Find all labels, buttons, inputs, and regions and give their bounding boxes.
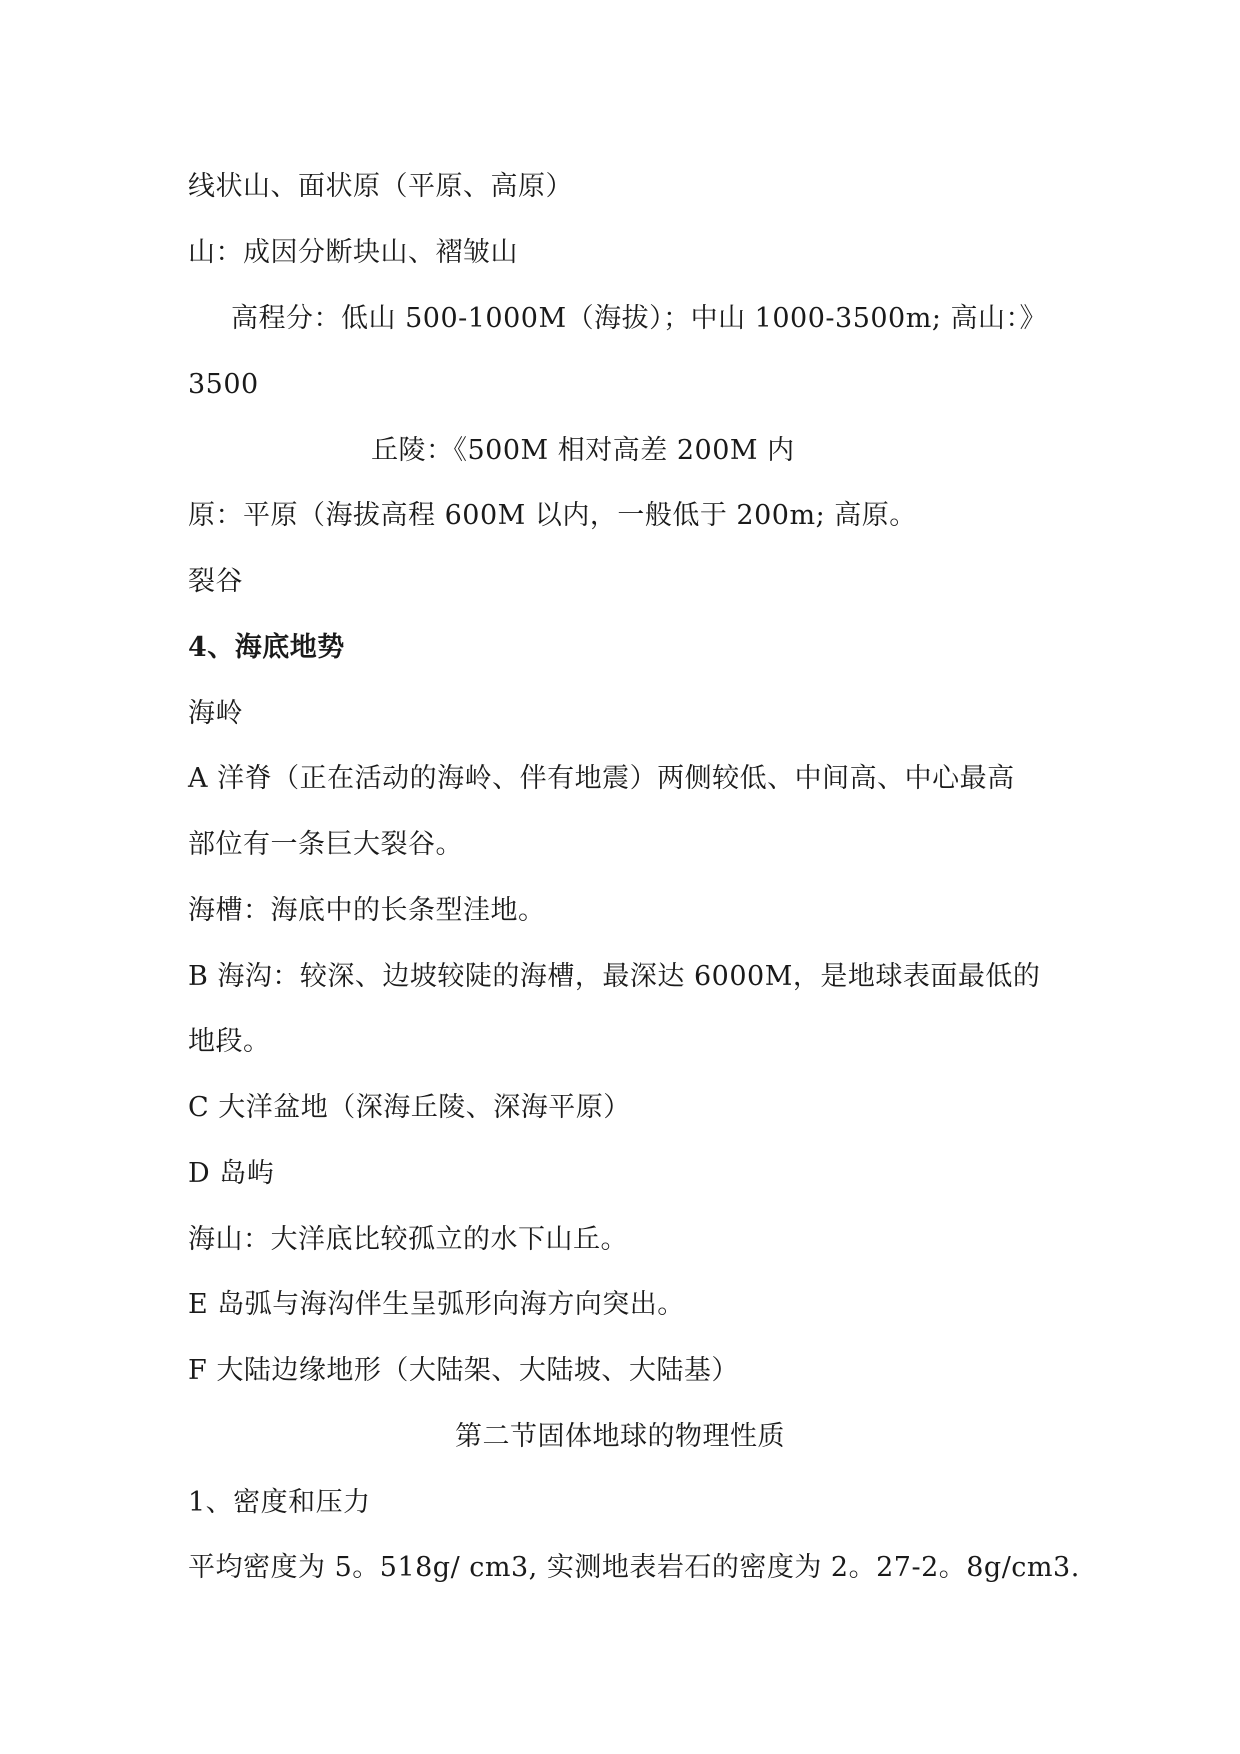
text-line-18: E 岛弧与海沟伴生呈弧形向海方向突出。 bbox=[188, 1289, 685, 1320]
text-line-16: D 岛屿 bbox=[188, 1158, 275, 1189]
section-title: 第二节固体地球的物理性质 bbox=[455, 1421, 785, 1452]
text-line-19: F 大陆边缘地形（大陆架、大陆坡、大陆基） bbox=[188, 1355, 739, 1386]
text-line-10: A 洋脊（正在活动的海岭、伴有地震）两侧较低、中间高、中心最高 bbox=[188, 763, 1015, 794]
section-heading-density: 1、密度和压力 bbox=[188, 1487, 371, 1518]
text-line-3: 高程分：低山 500-1000M（海拔）；中山 1000-3500m; 高山：》 bbox=[231, 303, 1048, 334]
text-line-7: 裂谷 bbox=[188, 566, 243, 597]
text-line-22: 平均密度为 5。518g/ cm3, 实测地表岩石的密度为 2。27-2。8g/cm3. bbox=[188, 1552, 1080, 1583]
text-line-15: C 大洋盆地（深海丘陵、深海平原） bbox=[188, 1092, 631, 1123]
text-line-11: 部位有一条巨大裂谷。 bbox=[188, 829, 463, 860]
text-line-12: 海槽：海底中的长条型洼地。 bbox=[188, 895, 546, 926]
text-line-13: B 海沟：较深、边坡较陡的海槽，最深达 6000M，是地球表面最低的 bbox=[188, 961, 1041, 992]
text-line-1: 线状山、面状原（平原、高原） bbox=[188, 171, 573, 202]
text-line-5: 丘陵：《500M 相对高差 200M 内 bbox=[371, 435, 795, 466]
text-line-9: 海岭 bbox=[188, 698, 243, 729]
text-line-14: 地段。 bbox=[188, 1026, 271, 1057]
section-heading-seafloor: 4、海底地势 bbox=[188, 632, 345, 663]
text-line-17: 海山：大洋底比较孤立的水下山丘。 bbox=[188, 1224, 628, 1255]
text-line-4: 3500 bbox=[188, 369, 259, 400]
text-line-6: 原：平原（海拔高程 600M 以内，一般低于 200m; 高原。 bbox=[188, 500, 917, 531]
text-line-2: 山：成因分断块山、褶皱山 bbox=[188, 237, 518, 268]
